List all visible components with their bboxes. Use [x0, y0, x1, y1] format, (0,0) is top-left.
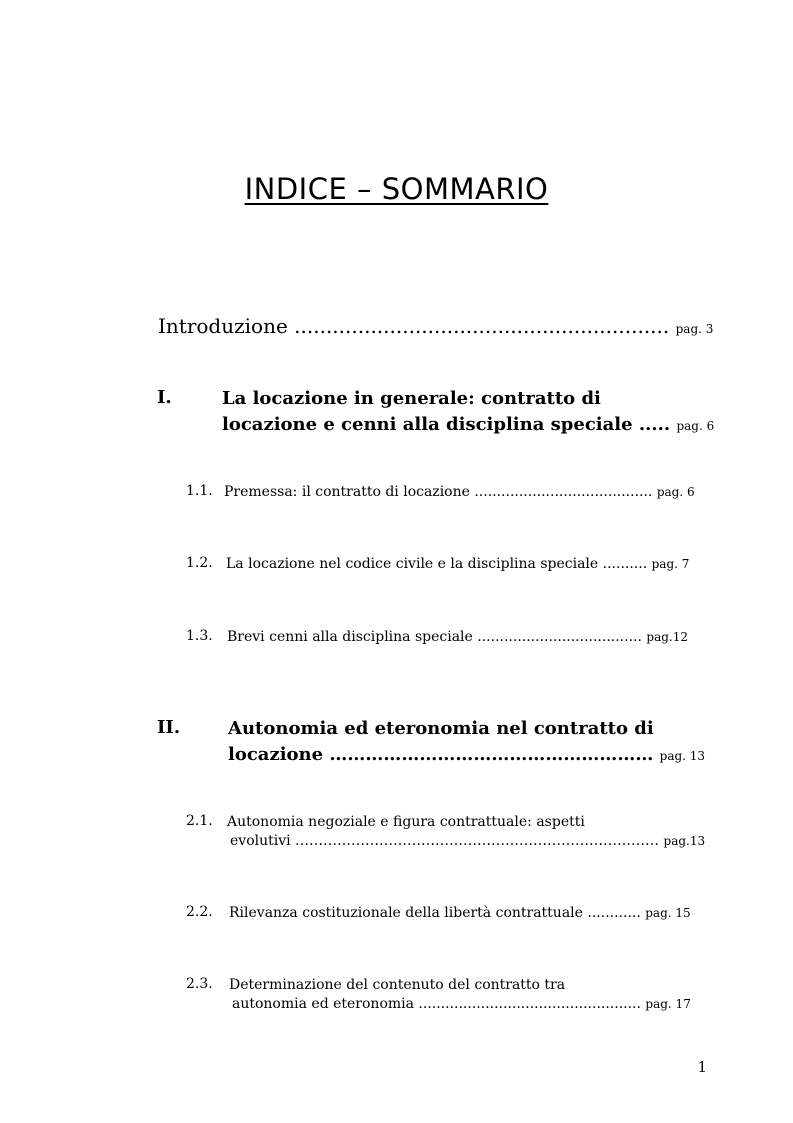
toc-page: pag. 6 [656, 485, 695, 499]
chapter-number: II. [157, 717, 181, 738]
section-number: 1.1. [186, 483, 213, 499]
toc-entry-introduction[interactable] [158, 314, 713, 338]
chapter-title-line: locazione ……………………………………………… pag. 13 [228, 744, 706, 765]
section-number: 2.3. [186, 976, 213, 992]
section-title: Rilevanza costituzionale della libertà contrattuale [229, 905, 583, 921]
toc-leader: ..... [632, 414, 671, 435]
section-number: 1.2. [186, 555, 213, 571]
section-title: Premessa: il contratto di locazione [224, 484, 470, 500]
toc-page: pag. 15 [645, 906, 691, 920]
page-title [0, 172, 793, 206]
toc-entry-section-2-2[interactable] [229, 904, 691, 923]
toc-page: pag. 3 [675, 322, 714, 336]
toc-page: pag.12 [646, 630, 688, 644]
toc-entry-section-1-3[interactable] [227, 628, 688, 647]
section-number: 1.3. [186, 628, 213, 644]
chapter-title-line: La locazione in generale: contratto di [222, 388, 601, 409]
chapter-title-line: Autonomia ed eteronomia nel contratto di [228, 718, 654, 739]
toc-leader: .......... [598, 556, 648, 572]
toc-page: pag. 17 [645, 997, 691, 1011]
toc-entry-section-1-1[interactable] [224, 483, 695, 502]
toc-leader: ............ [582, 905, 641, 921]
toc-leader: .................................................. [413, 996, 641, 1012]
section-title: Determinazione del contenuto del contratto tra [229, 977, 566, 993]
toc-leader: …………………………………………………………………… [290, 833, 660, 849]
section-title: evolutivi [230, 833, 291, 849]
toc-entry-section-1-2[interactable] [226, 555, 689, 574]
section-title: Brevi cenni alla disciplina speciale [227, 629, 473, 645]
toc-entry-section-2-1[interactable] [227, 813, 705, 851]
toc-entry-section-2-3[interactable] [229, 976, 691, 1014]
toc-page: pag. 6 [676, 419, 715, 433]
toc-page: pag. 13 [659, 749, 706, 763]
toc-entry-chapter-1[interactable] [222, 386, 714, 439]
chapter-number: I. [157, 387, 172, 408]
toc-page: pag.13 [663, 834, 706, 848]
toc-label: Introduzione [158, 314, 288, 338]
toc-entry-chapter-2[interactable] [228, 716, 705, 769]
section-number: 2.1. [186, 813, 213, 829]
section-title: autonomia ed eteronomia [232, 996, 414, 1012]
toc-page: pag. 7 [651, 557, 690, 571]
section-number: 2.2. [186, 904, 213, 920]
toc-leader: ..................................... [472, 629, 642, 645]
toc-leader: ........................................ [469, 484, 653, 500]
section-title: La locazione nel codice civile e la disciplina speciale [226, 556, 599, 572]
toc-leader: ……………………………………………… [323, 744, 654, 765]
chapter-title-line: locazione e cenni alla disciplina speciale ..... pag. 6 [222, 414, 715, 435]
toc-leader: ........................................................... [287, 314, 670, 338]
title-text: INDICE – SOMMARIO [244, 172, 549, 206]
section-title: Autonomia negoziale e figura contrattuale: aspetti [227, 814, 585, 830]
page-number: 1 [697, 1058, 707, 1076]
